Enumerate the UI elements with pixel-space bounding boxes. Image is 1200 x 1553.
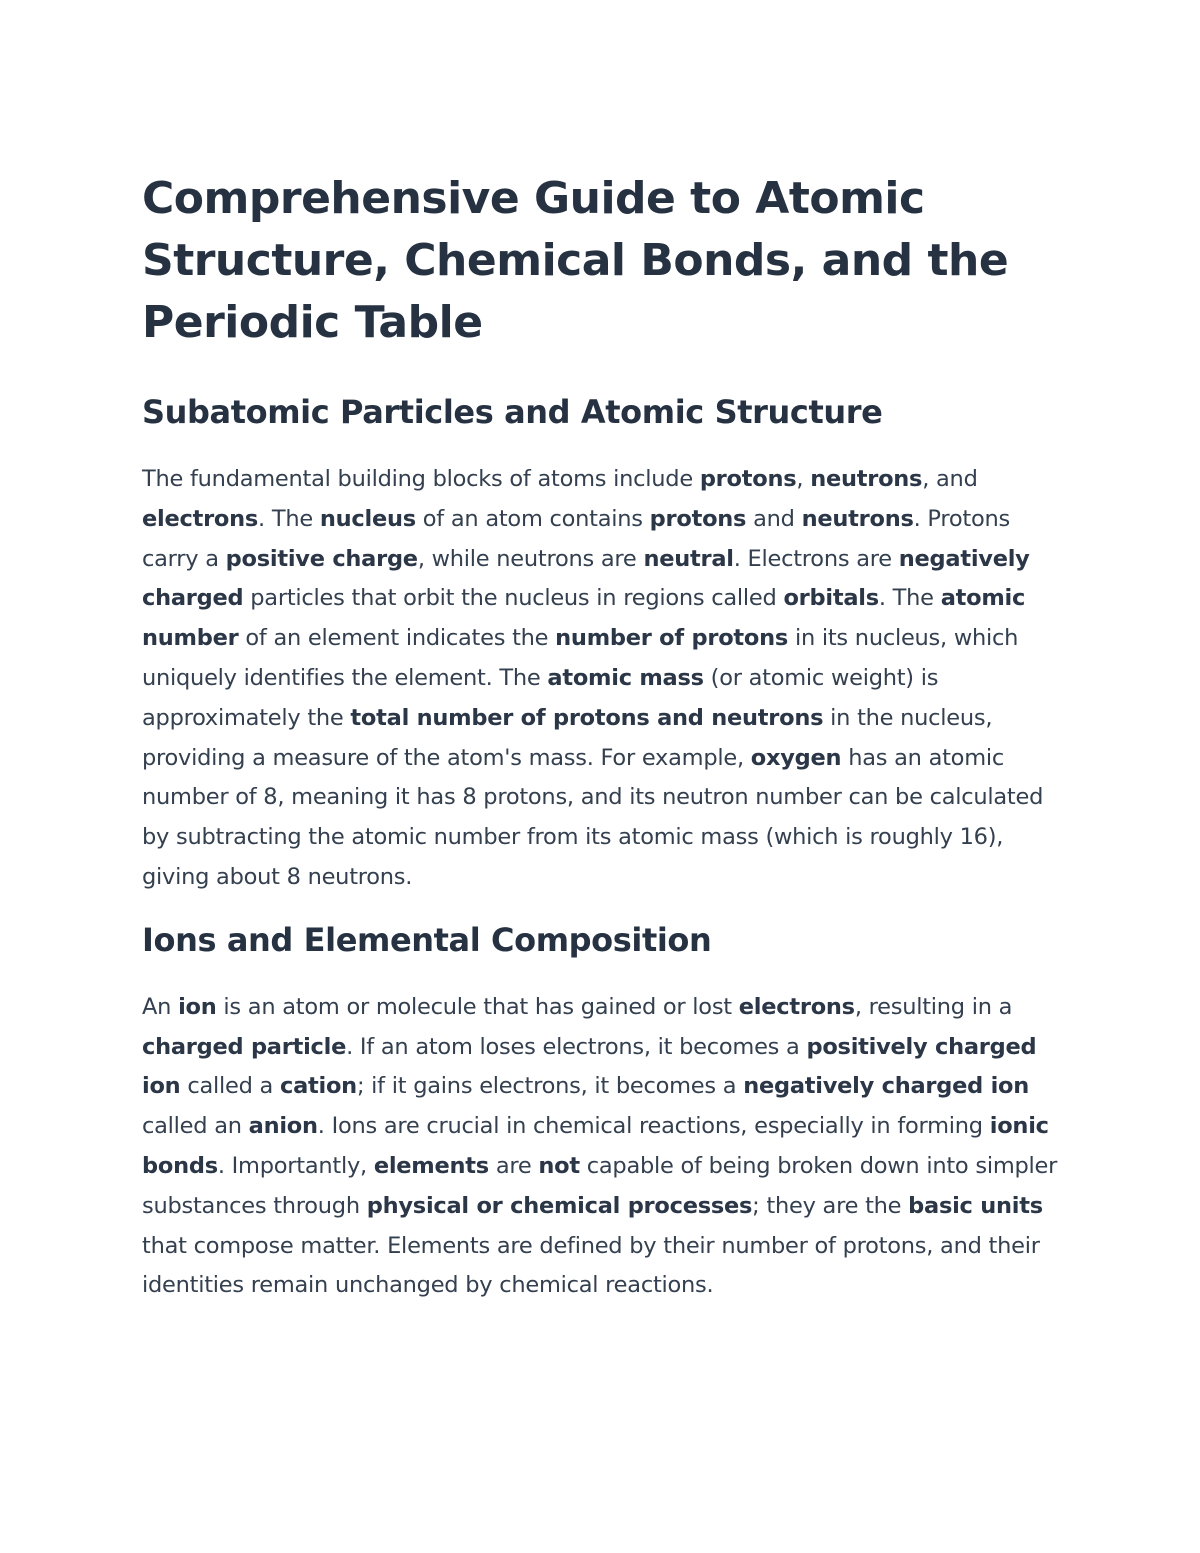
- bold-term: total number of protons and neutrons: [350, 704, 824, 731]
- bold-term: orbitals: [783, 585, 879, 612]
- text-run: and: [746, 505, 802, 532]
- text-run: . Electrons are: [733, 545, 899, 572]
- bold-term: ion: [178, 993, 217, 1020]
- text-run: . The: [258, 505, 320, 532]
- bold-term: neutral: [643, 545, 734, 572]
- bold-term: cation: [279, 1073, 357, 1100]
- bold-term: positive charge: [225, 545, 418, 572]
- text-run: , resulting in a: [854, 993, 1013, 1020]
- text-run: ; if it gains electrons, it becomes a: [356, 1073, 744, 1100]
- text-run: called a: [180, 1073, 280, 1100]
- text-run: . Ions are crucial in chemical reactions, especially in forming: [317, 1113, 990, 1140]
- bold-term: oxygen: [750, 744, 842, 771]
- bold-term: atomic mass: [547, 664, 704, 691]
- bold-term: protons: [699, 466, 797, 492]
- text-run: of an element indicates the: [238, 625, 556, 652]
- text-run: . If an atom loses electrons, it becomes a: [346, 1033, 807, 1060]
- bold-term: negatively charged ion: [743, 1073, 1030, 1100]
- text-run: in its nucleus, which uniquely identifies the element. The: [142, 625, 1019, 691]
- bold-term: positively charged ion: [142, 1033, 1037, 1100]
- text-run: ,: [796, 466, 811, 492]
- text-run: , and: [922, 466, 978, 492]
- bold-term: elements: [373, 1152, 489, 1179]
- bold-term: negatively charged: [142, 545, 1030, 612]
- document-page: [142, 168, 1062, 1306]
- bold-term: neutrons: [810, 466, 923, 492]
- text-run: particles that orbit the nucleus in regions called: [243, 585, 784, 612]
- text-run: that compose matter. Elements are defined by their number of protons, and their identities remain unchanged by chemical reactions.: [142, 1232, 1040, 1299]
- text-run: (or atomic weight) is approximately the: [142, 664, 939, 731]
- text-run: is an atom or molecule that has gained or lost: [216, 993, 739, 1020]
- bold-term: protons: [649, 505, 747, 532]
- bold-term: electrons: [142, 505, 259, 532]
- bold-term: electrons: [738, 993, 855, 1020]
- bold-term: number of protons: [555, 625, 789, 652]
- text-run: . The: [878, 585, 941, 612]
- page-title: Comprehensive Guide to Atomic Structure, Chemical Bonds, and the Periodic Table: [142, 173, 1009, 348]
- text-run: . Protons carry a: [142, 505, 1010, 572]
- bold-term: anion: [248, 1113, 318, 1140]
- bold-term: basic units: [908, 1192, 1043, 1219]
- text-run: are: [488, 1152, 539, 1179]
- text-run: of an atom contains: [415, 505, 650, 532]
- text-run: . Importantly,: [217, 1152, 374, 1179]
- text-run: ; they are the: [752, 1192, 909, 1219]
- bold-term: neutrons: [801, 505, 914, 532]
- text-run: in the nucleus, providing a measure of the atom's mass. For example,: [142, 704, 993, 771]
- bold-term: physical or chemical processes: [366, 1192, 753, 1219]
- section-paragraph-subatomic: [142, 460, 1062, 898]
- bold-term: nucleus: [319, 505, 416, 532]
- bold-term: ionic bonds: [142, 1113, 1049, 1179]
- text-run: capable of being broken down into simpler substances through: [142, 1152, 1058, 1219]
- text-run: called an: [142, 1113, 249, 1140]
- section-paragraph-ions: [142, 988, 1062, 1306]
- bold-term: atomic number: [142, 585, 1026, 652]
- text-run: An: [142, 993, 179, 1020]
- text-run: , while neutrons are: [417, 545, 644, 572]
- text-run: has an atomic number of 8, meaning it has 8 protons, and its neutron number can be calculated by subtracting the atomic number from its atomic mass (which is roughly 16), giving about 8 neutrons.: [142, 744, 1044, 890]
- bold-term: not: [538, 1152, 580, 1179]
- section-heading-subatomic: Subatomic Particles and Atomic Structure: [142, 393, 883, 431]
- text-run: The fundamental building blocks of atoms include: [142, 466, 700, 492]
- bold-term: charged particle: [142, 1033, 347, 1060]
- section-heading-ions: Ions and Elemental Composition: [142, 920, 712, 959]
